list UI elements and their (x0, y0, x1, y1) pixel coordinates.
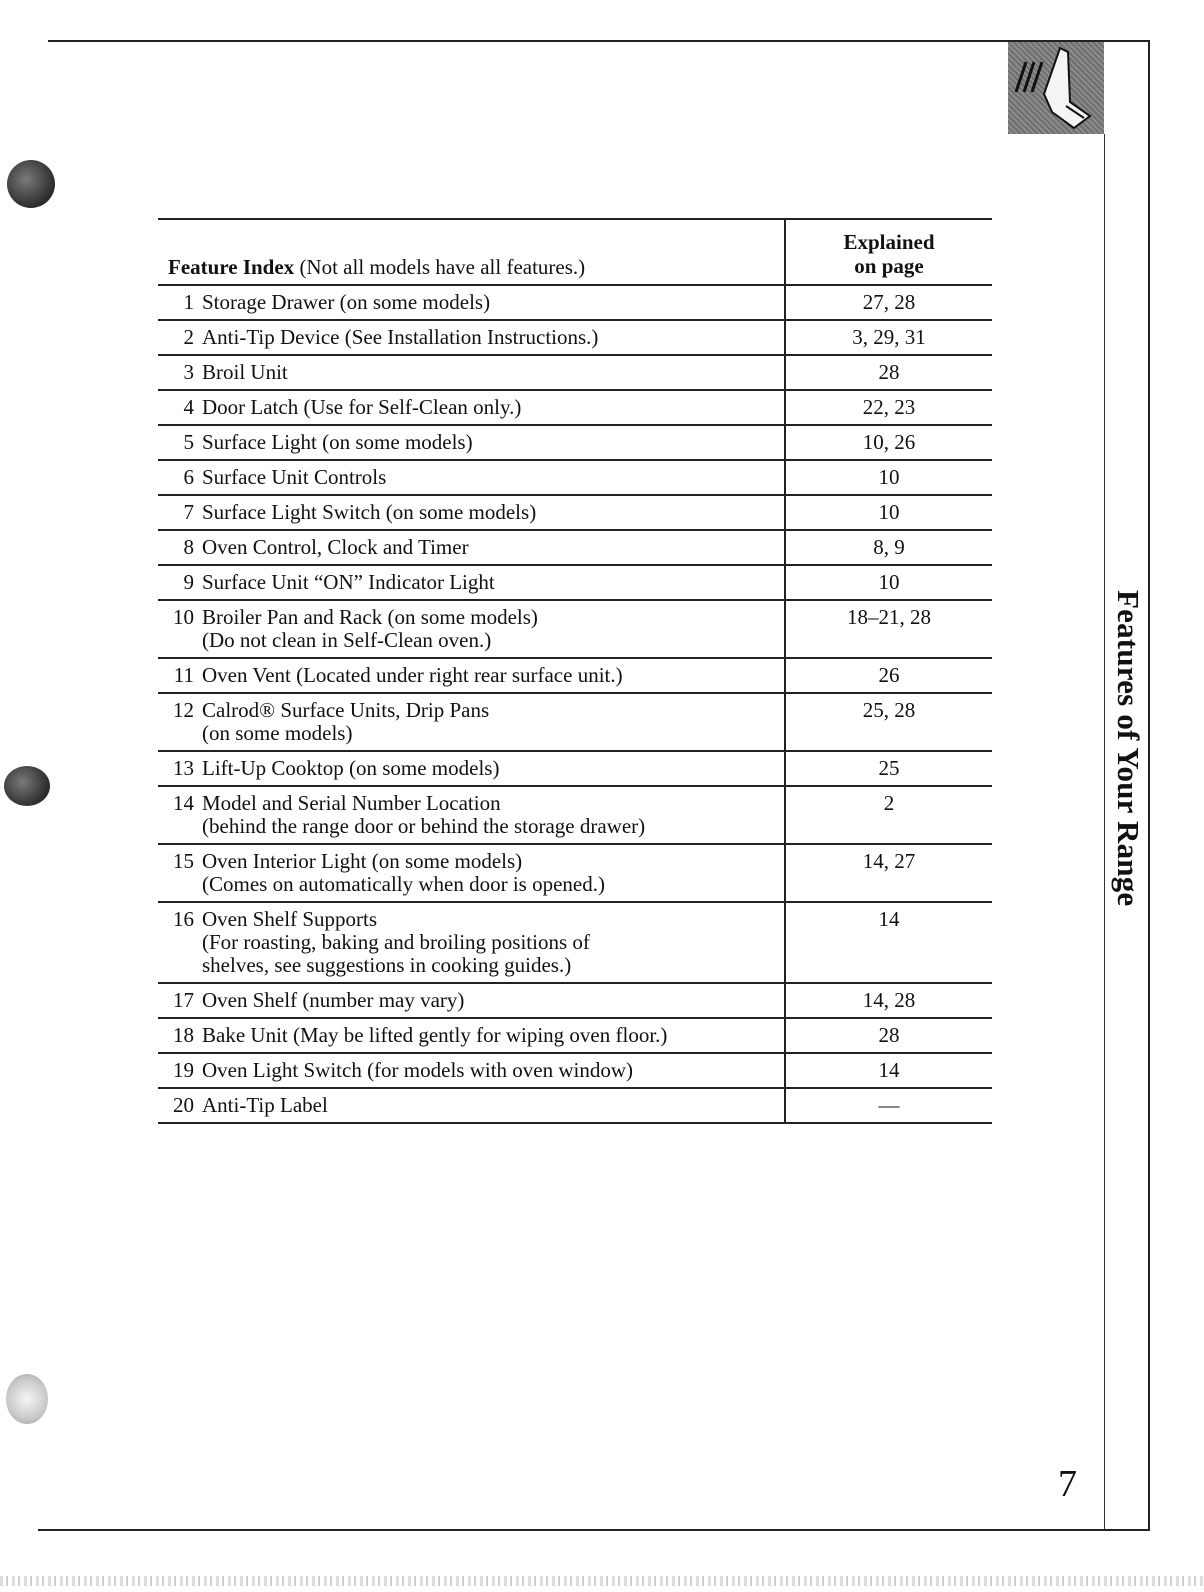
table-row (158, 566, 992, 601)
table-row (158, 659, 992, 694)
feature-number: 16 (173, 907, 194, 931)
feature-description: Oven Interior Light (on some models) (Comes on automatically when door is opened.) (202, 849, 605, 896)
feature-description: Model and Serial Number Location (behind the range door or behind the storage drawer) (202, 791, 646, 838)
feature-description: Broil Unit (202, 360, 288, 384)
feature-number: 3 (183, 360, 194, 384)
page-column-header-line1: Explained (843, 230, 935, 254)
feature-number: 17 (173, 988, 194, 1012)
feature-description: Surface Unit “ON” Indicator Light (202, 570, 495, 594)
feature-number: 4 (183, 395, 194, 419)
feature-cell (158, 496, 784, 524)
table-row (158, 1054, 992, 1089)
feature-cell (158, 321, 784, 349)
feature-description: Broiler Pan and Rack (on some models) (Do not clean in Self-Clean oven.) (202, 605, 538, 652)
feature-cell (158, 845, 784, 896)
feature-cell (158, 1019, 784, 1047)
feature-cell (158, 426, 784, 454)
table-title-note: (Not all models have all features.) (294, 255, 586, 279)
feature-description: Calrod® Surface Units, Drip Pans (on some models) (202, 698, 490, 745)
feature-cell (158, 391, 784, 419)
page-reference: 18–21, 28 (784, 601, 992, 657)
page-column-header-line2: on page (854, 254, 924, 278)
table-body (158, 286, 992, 1124)
feature-number: 12 (173, 698, 194, 722)
top-rule (48, 40, 1150, 42)
feature-number: 15 (173, 849, 194, 873)
page-number: 7 (1058, 1463, 1077, 1505)
feature-cell (158, 286, 784, 314)
page-reference: 28 (784, 356, 992, 389)
page-reference: 27, 28 (784, 286, 992, 319)
feature-number: 20 (173, 1093, 194, 1117)
feature-cell (158, 461, 784, 489)
hand-pointer-svg (1008, 42, 1104, 134)
feature-number: 7 (183, 500, 194, 524)
feature-index-table (158, 218, 992, 1124)
table-row (158, 601, 992, 659)
feature-description: Oven Vent (Located under right rear surface unit.) (202, 663, 623, 687)
table-row (158, 286, 992, 321)
feature-description: Lift-Up Cooktop (on some models) (202, 756, 500, 780)
page-reference: 26 (784, 659, 992, 692)
table-row (158, 461, 992, 496)
page-reference: 10 (784, 496, 992, 529)
feature-cell (158, 1054, 784, 1082)
feature-cell (158, 356, 784, 384)
feature-number: 8 (183, 535, 194, 559)
feature-description: Anti-Tip Label (202, 1093, 328, 1117)
feature-number: 14 (173, 791, 194, 815)
feature-description: Storage Drawer (on some models) (202, 290, 491, 314)
page-reference: 25 (784, 752, 992, 785)
feature-description: Oven Control, Clock and Timer (202, 535, 469, 559)
page-reference: 8, 9 (784, 531, 992, 564)
table-title (168, 255, 585, 280)
page-column-header (784, 220, 992, 284)
page-reference: 10 (784, 461, 992, 494)
table-row (158, 531, 992, 566)
feature-number: 2 (183, 325, 194, 349)
feature-description: Oven Light Switch (for models with oven window) (202, 1058, 634, 1082)
feature-cell (158, 601, 784, 652)
side-tab-rule (1104, 134, 1105, 1530)
page-reference: 14 (784, 1054, 992, 1087)
feature-description: Anti-Tip Device (See Installation Instructions.) (202, 325, 599, 349)
page-reference: 3, 29, 31 (784, 321, 992, 354)
feature-number: 13 (173, 756, 194, 780)
punch-hole-middle (4, 766, 50, 806)
feature-number: 11 (173, 663, 194, 687)
feature-cell (158, 566, 784, 594)
feature-cell (158, 984, 784, 1012)
table-row (158, 984, 992, 1019)
feature-number: 5 (183, 430, 194, 454)
section-side-title: Features of Your Range (1111, 590, 1146, 907)
table-row (158, 845, 992, 903)
feature-number: 1 (183, 290, 194, 314)
page-reference: 10, 26 (784, 426, 992, 459)
table-row (158, 787, 992, 845)
feature-number: 19 (173, 1058, 194, 1082)
page-reference: 14 (784, 903, 992, 982)
table-title-bold: Feature Index (168, 255, 295, 279)
page-reference: 2 (784, 787, 992, 843)
feature-description: Surface Unit Controls (202, 465, 387, 489)
page-reference: 14, 27 (784, 845, 992, 901)
feature-number: 18 (173, 1023, 194, 1047)
feature-number: 10 (173, 605, 194, 629)
table-row (158, 694, 992, 752)
feature-cell (158, 659, 784, 687)
page-reference: 22, 23 (784, 391, 992, 424)
table-row (158, 321, 992, 356)
page-reference: — (784, 1089, 992, 1122)
punch-hole-bottom (6, 1374, 48, 1424)
table-row (158, 426, 992, 461)
table-row (158, 752, 992, 787)
feature-description: Bake Unit (May be lifted gently for wiping oven floor.) (202, 1023, 668, 1047)
feature-cell (158, 531, 784, 559)
feature-description: Oven Shelf Supports (For roasting, baking and broiling positions of shelves, see suggestions in cooking guides.) (202, 907, 590, 977)
table-row (158, 1019, 992, 1054)
feature-cell (158, 787, 784, 838)
punch-hole-top (7, 160, 55, 208)
right-frame-rule (1148, 40, 1150, 1530)
page-reference: 14, 28 (784, 984, 992, 1017)
table-row (158, 1089, 992, 1124)
table-row (158, 356, 992, 391)
page-reference: 28 (784, 1019, 992, 1052)
feature-description: Door Latch (Use for Self-Clean only.) (202, 395, 522, 419)
table-row (158, 903, 992, 984)
table-header (158, 218, 992, 286)
bottom-rule (38, 1529, 1150, 1531)
feature-description: Surface Light (on some models) (202, 430, 473, 454)
feature-description: Surface Light Switch (on some models) (202, 500, 537, 524)
feature-cell (158, 903, 784, 977)
page-reference: 10 (784, 566, 992, 599)
feature-cell (158, 1089, 784, 1117)
feature-cell (158, 694, 784, 745)
scan-edge-strip (0, 1576, 1204, 1586)
table-row (158, 391, 992, 426)
table-row (158, 496, 992, 531)
feature-description: Oven Shelf (number may vary) (202, 988, 465, 1012)
feature-number: 6 (183, 465, 194, 489)
page-reference: 25, 28 (784, 694, 992, 750)
feature-number: 9 (183, 570, 194, 594)
hand-pointer-icon (1008, 42, 1104, 134)
feature-cell (158, 752, 784, 780)
